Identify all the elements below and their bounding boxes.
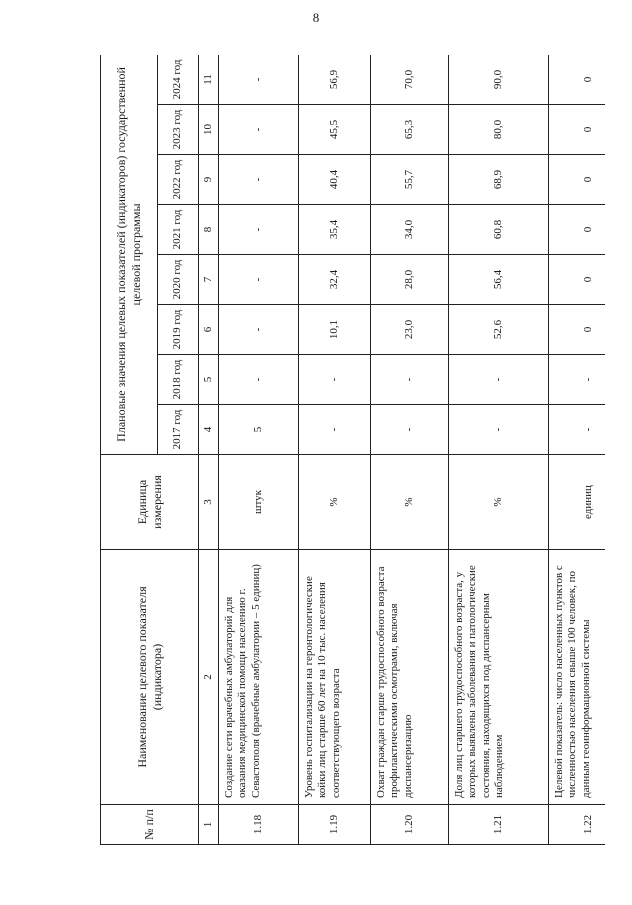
value-cell: 90,0 [449,55,549,105]
value-cell: - [299,405,371,455]
value-cell: 35,4 [299,205,371,255]
unit-cell: штук [219,455,299,550]
column-number: 2 [199,550,219,805]
header-year: 2021 год [158,205,199,255]
value-cell: - [219,205,299,255]
value-cell: 40,4 [299,155,371,205]
value-cell: - [219,105,299,155]
unit-cell: % [449,455,549,550]
value-cell: 32,4 [299,255,371,305]
unit-cell: % [371,455,449,550]
value-cell: - [449,355,549,405]
rotated-table-frame [100,55,605,845]
value-cell: 34,0 [371,205,449,255]
value-cell: - [449,405,549,455]
table-row [549,55,606,845]
value-cell: 70,0 [371,55,449,105]
value-cell: 0 [549,255,606,305]
table-row [449,55,549,845]
unit-cell: % [299,455,371,550]
column-number: 10 [199,105,219,155]
column-number: 8 [199,205,219,255]
indicator-name: Целевой показатель: число населенных пунктов с численностью населения свыше 100 человек, по данным геоинформационной системы [549,550,606,805]
value-cell: 56,4 [449,255,549,305]
indicators-table [100,55,605,845]
header-year: 2024 год [158,55,199,105]
indicator-name: Создание сети врачебных амбулаторий для оказания медицинской помощи населению г. Севастополя (врачебные амбулатории – 5 единиц) [219,550,299,805]
value-cell: - [371,355,449,405]
value-cell: - [219,305,299,355]
value-cell: 45,5 [299,105,371,155]
value-cell: 0 [549,205,606,255]
value-cell: 52,6 [449,305,549,355]
value-cell: 55,7 [371,155,449,205]
value-cell: 56,9 [299,55,371,105]
value-cell: - [219,155,299,205]
header-indicator-name: Наименование целевого показателя (индикатора) [101,550,199,805]
row-number: 1.22 [549,805,606,845]
column-number: 4 [199,405,219,455]
value-cell: - [371,405,449,455]
column-number: 3 [199,455,219,550]
row-number: 1.19 [299,805,371,845]
header-number: № п/п [101,805,199,845]
indicator-name: Охват граждан старше трудоспособного возраста профилактическими осмотрами, включая диспансеризацию [371,550,449,805]
column-number: 11 [199,55,219,105]
row-number: 1.21 [449,805,549,845]
header-year: 2020 год [158,255,199,305]
value-cell: - [219,255,299,305]
value-cell: 68,9 [449,155,549,205]
value-cell: 28,0 [371,255,449,305]
value-cell: 65,3 [371,105,449,155]
column-number: 7 [199,255,219,305]
value-cell: 80,0 [449,105,549,155]
value-cell: 60,8 [449,205,549,255]
column-number: 5 [199,355,219,405]
value-cell: - [219,355,299,405]
header-year: 2019 год [158,305,199,355]
header-planned-values: Плановые значения целевых показателей (индикаторов) государственной целевой программы [101,55,158,455]
row-number: 1.20 [371,805,449,845]
page-number: 8 [312,10,320,25]
value-cell: - [219,55,299,105]
row-number: 1.18 [219,805,299,845]
value-cell: 0 [549,105,606,155]
header-year: 2022 год [158,155,199,205]
header-year: 2017 год [158,405,199,455]
value-cell: - [549,405,606,455]
value-cell: - [299,355,371,405]
header-year: 2018 год [158,355,199,405]
table-container [100,55,605,845]
indicator-name: Уровень госпитализации на геронтологические койки лиц старше 60 лет на 10 тыс. населения соответствующего возраста [299,550,371,805]
table-row [299,55,371,845]
column-number: 1 [199,805,219,845]
header-year: 2023 год [158,105,199,155]
value-cell: 10,1 [299,305,371,355]
column-number: 6 [199,305,219,355]
value-cell: 5 [219,405,299,455]
header-unit: Единица измерения [101,455,199,550]
value-cell: 0 [549,305,606,355]
column-number-row [199,55,219,845]
table-row [371,55,449,845]
table-row [219,55,299,845]
unit-cell: единиц [549,455,606,550]
value-cell: - [549,355,606,405]
indicator-name: Доля лиц старшего трудоспособного возраста, у которых выявлены заболевания и патологические состояния, находящихся под диспансерным наблюдением [449,550,549,805]
value-cell: 23,0 [371,305,449,355]
column-number: 9 [199,155,219,205]
value-cell: 0 [549,155,606,205]
value-cell: 0 [549,55,606,105]
